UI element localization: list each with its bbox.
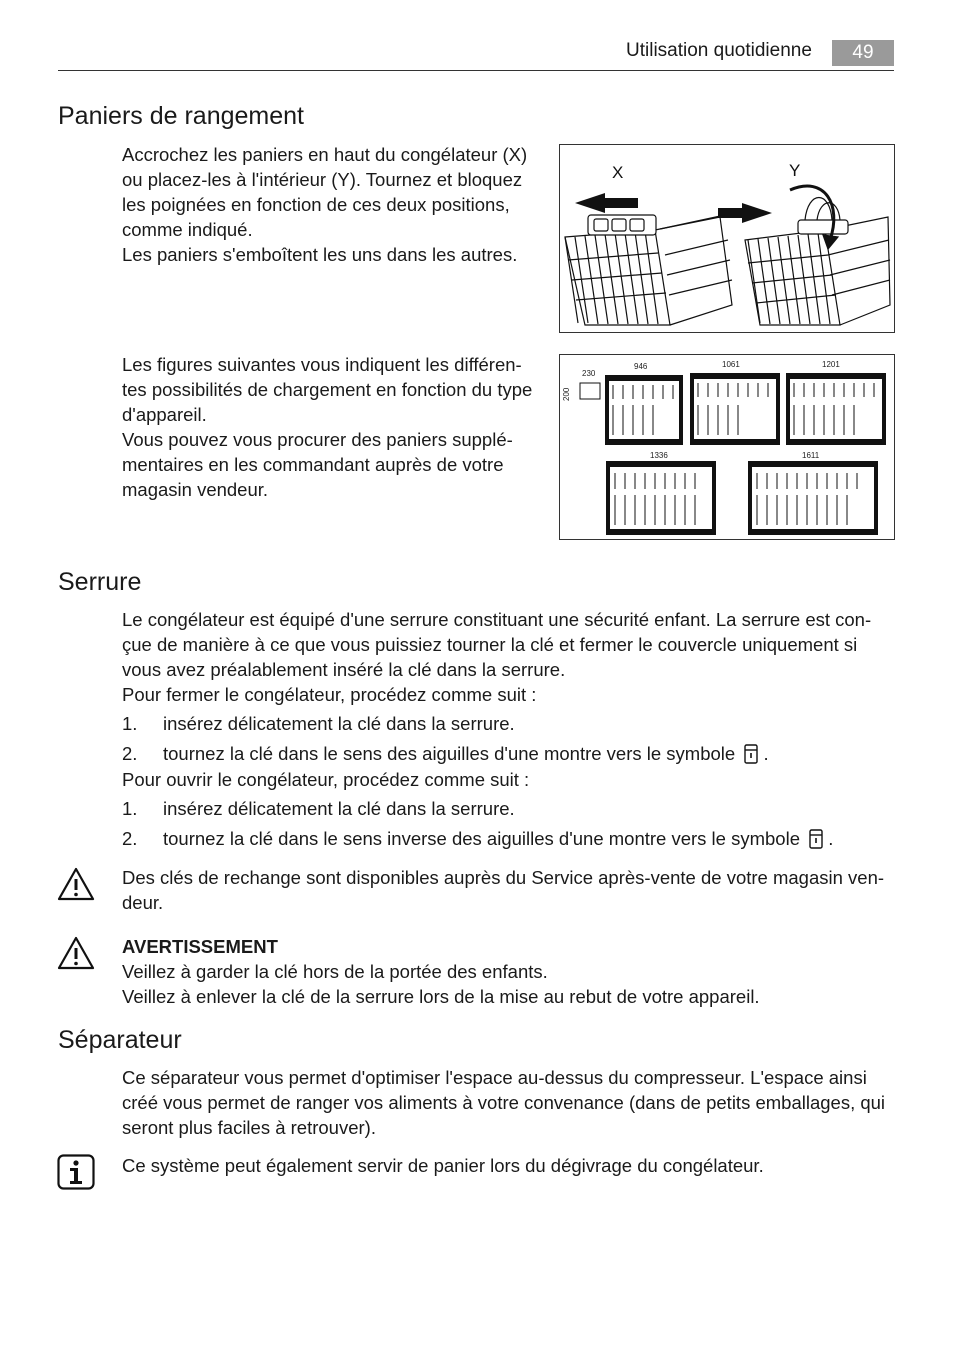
dim-basket-width: 230 bbox=[582, 369, 596, 378]
lock-closed-symbol-icon bbox=[744, 744, 758, 764]
dim-model-946: 946 bbox=[634, 362, 648, 371]
section-title-paniers: Paniers de rangement bbox=[58, 102, 304, 130]
dim-model-1061: 1061 bbox=[722, 360, 740, 369]
basket-x-icon bbox=[565, 215, 732, 325]
dim-model-1336: 1336 bbox=[650, 451, 668, 460]
freezer-loading-diagram bbox=[560, 355, 894, 539]
sentence-period: . bbox=[763, 743, 769, 764]
serrure-intro bbox=[122, 607, 871, 707]
lock-open-symbol-icon bbox=[809, 829, 823, 849]
close-step-1-text: insérez délicatement la clé dans la serrure. bbox=[163, 713, 515, 734]
open-step-1-text: insérez délicatement la clé dans la serrure. bbox=[163, 798, 515, 819]
dim-model-1611: 1611 bbox=[802, 451, 820, 460]
label-x: X bbox=[612, 163, 624, 182]
text-line: tes possibilités de chargement en fonction du type bbox=[122, 379, 533, 400]
info-icon bbox=[57, 1154, 95, 1190]
text-line: Accrochez les paniers en haut du congélateur (X) bbox=[122, 144, 528, 165]
warning-triangle-icon bbox=[56, 935, 96, 971]
paniers-paragraph-2 bbox=[122, 352, 532, 502]
close-step-2-text: tournez la clé dans le sens des aiguilles d'une montre vers le symbole bbox=[163, 743, 736, 764]
open-step-2 bbox=[163, 828, 833, 850]
arrow-left-icon bbox=[575, 193, 638, 213]
text-line: ou placez-les à l'intérieur (Y). Tournez et bloquez bbox=[122, 169, 523, 190]
page-number: 49 bbox=[832, 40, 894, 66]
text-line: d'appareil. bbox=[122, 404, 207, 425]
open-step-1-number: 1. bbox=[122, 798, 138, 819]
text-line: Veillez à garder la clé hors de la portée des enfants. bbox=[122, 961, 548, 982]
text-line: Vous pouvez vous procurer des paniers supplé- bbox=[122, 429, 513, 450]
close-step-2 bbox=[163, 743, 769, 765]
loading-configurations-figure bbox=[559, 354, 895, 540]
text-line: Les paniers s'emboîtent les uns dans les autres. bbox=[122, 244, 518, 265]
dim-basket-height: 200 bbox=[562, 387, 571, 401]
open-step-2-number: 2. bbox=[122, 828, 138, 849]
spare-keys-note bbox=[122, 865, 884, 915]
separateur-info: Ce système peut également servir de panier lors du dégivrage du congélateur. bbox=[122, 1155, 764, 1176]
warning-block bbox=[122, 934, 760, 1009]
warning-title: AVERTISSEMENT bbox=[122, 936, 278, 957]
text-line: Veillez à enlever la clé de la serrure lors de la mise au rebut de votre appareil. bbox=[122, 986, 760, 1007]
section-title-serrure: Serrure bbox=[58, 568, 142, 596]
open-step-2-text: tournez la clé dans le sens inverse des aiguilles d'une montre vers le symbole bbox=[163, 828, 800, 849]
caution-triangle-icon bbox=[56, 866, 96, 902]
text-line: les poignées en fonction de ces deux positions, bbox=[122, 194, 510, 215]
close-step-1-number: 1. bbox=[122, 713, 138, 734]
dim-model-1201: 1201 bbox=[822, 360, 840, 369]
text-line: çue de manière à ce que vous puissiez tourner la clé et fermer le couvercle uniquement si bbox=[122, 634, 858, 655]
paniers-paragraph-1 bbox=[122, 142, 527, 267]
header-rule bbox=[58, 70, 894, 71]
text-line: Ce séparateur vous permet d'optimiser l'espace au-dessus du compresseur. L'espace ainsi bbox=[122, 1067, 867, 1088]
label-y: Y bbox=[789, 161, 801, 180]
sentence-period: . bbox=[828, 828, 834, 849]
text-line: vous avez préalablement inséré la clé dans la serrure. bbox=[122, 659, 566, 680]
separateur-paragraph bbox=[122, 1065, 885, 1140]
text-line: mentaires en les commandant auprès de votre bbox=[122, 454, 504, 475]
basket-illustration bbox=[560, 145, 894, 332]
text-line: seront plus faciles à retrouver). bbox=[122, 1117, 376, 1138]
text-line: Les figures suivantes vous indiquent les différen- bbox=[122, 354, 522, 375]
text-line: comme indiqué. bbox=[122, 219, 253, 240]
text-line: Des clés de rechange sont disponibles auprès du Service après-vente de votre magasin ven- bbox=[122, 867, 885, 888]
text-line: magasin vendeur. bbox=[122, 479, 269, 500]
open-intro: Pour ouvrir le congélateur, procédez comme suit : bbox=[122, 769, 530, 790]
close-step-2-number: 2. bbox=[122, 743, 138, 764]
arrow-right-icon bbox=[718, 203, 772, 223]
text-line: Pour fermer le congélateur, procédez comme suit : bbox=[122, 684, 537, 705]
running-header-section: Utilisation quotidienne bbox=[626, 40, 812, 61]
basket-sample-icon bbox=[580, 383, 600, 399]
text-line: Le congélateur est équipé d'une serrure constituant une sécurité enfant. La serrure est con- bbox=[122, 609, 872, 630]
section-title-separateur: Séparateur bbox=[58, 1026, 182, 1054]
basket-position-figure bbox=[559, 144, 895, 333]
basket-y-icon bbox=[745, 186, 890, 325]
text-line: créé vous permet de ranger vos aliments à votre convenance (dans de petits emballages, qui bbox=[122, 1092, 886, 1113]
text-line: deur. bbox=[122, 892, 164, 913]
